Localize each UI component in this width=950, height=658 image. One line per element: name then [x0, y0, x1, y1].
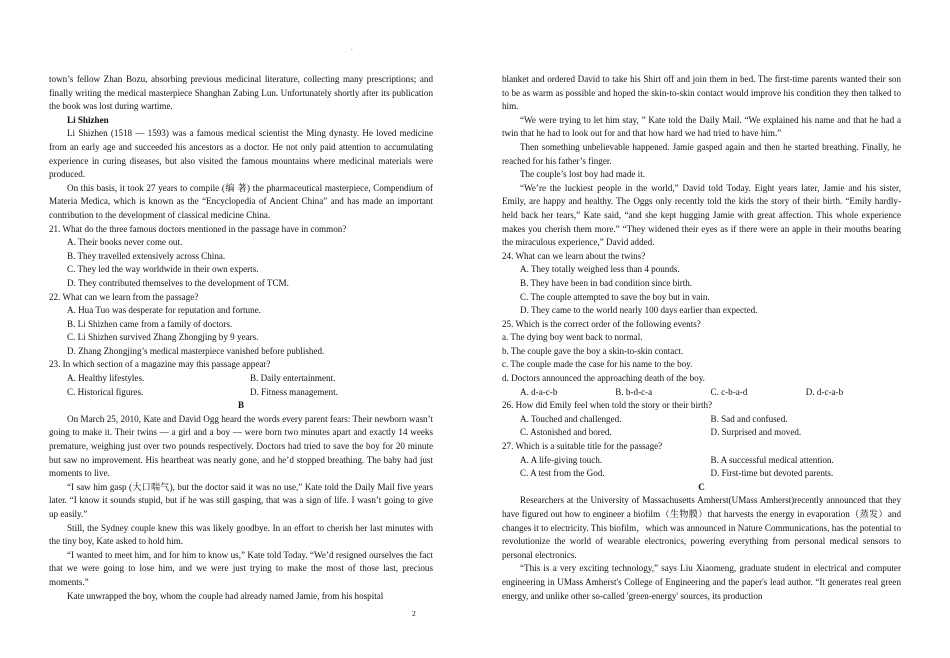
option: C. Astonished and bored.: [520, 427, 612, 438]
event-item: a. The dying boy went back to normal.: [502, 332, 643, 343]
option: B. A successful medical attention.: [710, 454, 834, 465]
option: A. Healthy lifestyles.: [67, 373, 145, 384]
question-24: 24. What can we learn about the twins?: [502, 250, 646, 261]
paragraph: Kate unwrapped the boy, whom the couple had already named Jamie, from his hospital: [67, 590, 384, 601]
question-25: 25. Which is the correct order of the following events?: [502, 318, 701, 329]
right-column: [502, 73, 901, 603]
paragraph: “I wanted to meet him, and for him to know us,” Kate told Today. “We’d resigned ourselves the fact that we were going to lose him, and we were just trying to make the most of those last, precious moments.”: [49, 549, 433, 587]
event-item: d. Doctors announced the approaching death of the boy.: [502, 373, 705, 384]
section-heading-li-shizhen: Li Shizhen: [67, 114, 109, 125]
paragraph: “We’re the luckiest people in the world,” David told Today. Eight years later, Jamie and his sister, Emily, are happy and healthy. The Oggs only recently told the kids the story of their birth. “Emily hardly-held back her tears,” Kate said, “and she kept hugging Jamie with great affection. This whole experience makes you cherish them more.” “They widened their eyes as if there were an apple in their mouths bearing the miraculous experience,” David added.: [502, 182, 901, 248]
options-grid: [502, 454, 901, 481]
question-23: 23. In which section of a magazine may this passage appear?: [49, 359, 271, 370]
option: A. They totally weighed less than 4 pounds.: [520, 264, 680, 275]
option: C. c-b-a-d: [710, 386, 748, 397]
option: A. Touched and challenged.: [520, 413, 622, 424]
question-27: 27. Which is a suitable title for the passage?: [502, 441, 663, 452]
option: D. They came to the world nearly 100 days earlier than expected.: [520, 305, 758, 316]
option: D. First-time but devoted parents.: [710, 468, 834, 479]
paragraph: The couple’s lost boy had made it.: [520, 169, 646, 180]
option: B. Sad and confused.: [710, 413, 788, 424]
option: A. Hua Tuo was desperate for reputation and fortune.: [67, 305, 261, 316]
paragraph: “I saw him gasp (大口喘气), but the doctor said it was no use,” Kate told the Daily Mail five years later. “I know it sounds stupid, but if he was still gasping, that was a sign of life. I wasn’t going to give up easily.”: [49, 481, 433, 519]
options-grid: [502, 413, 901, 440]
paragraph: Then something unbelievable happened. Jamie gasped again and then he started breathing. Finally, he reached for his father’s finger.: [502, 141, 901, 166]
option: A. d-a-c-b: [520, 386, 558, 397]
paragraph: On this basis, it took 27 years to compile (编 著) the pharmaceutical masterpiece, Compendium of Materia Medica, which is known as the “Encyclopedia of Ancient China” and has made an important contribution to the development of classical medicine China.: [49, 182, 433, 220]
option: B. Li Shizhen came from a family of doctors.: [67, 318, 233, 329]
options-grid: [502, 386, 901, 400]
left-column: [49, 73, 433, 603]
option: A. Their books never come out.: [67, 237, 183, 248]
question-26: 26. How did Emily feel when told the story or their birth?: [502, 400, 713, 411]
paragraph: Researchers at the University of Massachusetts Amherst(UMass Amherst)recently announced that they have figured out how to engineer a biofilm（生物膜）that harvests the energy in evaporation（蒸发）and changes it to electricity. This biofilm，which was announced in Nature Communications, has the potential to revolutionize the world of wearable electronics, powering everything from personal medical sensors to personal electronics.: [502, 495, 901, 560]
option: C. They led the way worldwide in their own experts.: [67, 264, 259, 275]
section-heading-b: B: [237, 400, 245, 411]
option: B. They have been in bad condition since birth.: [520, 277, 693, 288]
paragraph: “This is a very exciting technology,” says Liu Xiaomeng, graduate student in electrical and computer engineering in UMass Amherst's College of Engineering and the paper's lead author. “It generates real green energy, and unlike other so-called 'green-energy' sources, its production: [502, 563, 901, 601]
option: B. They travelled extensively across China.: [67, 250, 226, 261]
paragraph: “We were trying to let him stay, ” Kate told the Daily Mail. “We explained his name and that he had a twin that he had to look out for and that how hard we had tried to have him.”: [502, 114, 901, 139]
paragraph: On March 25, 2010, Kate and David Ogg heard the words every parent fears: Their newborn wasn’t going to make it. Their twins — a girl and a boy — were born two minutes apart and exactly 14 weeks premature, weighing just over two pounds respectively. Doctors had tried to save the boy for 20 minute but saw no improvement. His heartbeat was nearly gone, and he’d stopped breathing. The baby had just moments to live.: [49, 413, 433, 479]
paragraph: Still, the Sydney couple knew this was likely goodbye. In an effort to cherish her last minutes with the tiny boy, Kate asked to hold him.: [49, 522, 433, 547]
paragraph: Li Shizhen (1518 — 1593) was a famous medical scientist the Ming dynasty. He loved medicine from an early age and succeeded his ancestors as a doctor. He not only paid attention to accumulating experience in curing diseases, but also visited the famous mountains where medicinal materials were produced.: [49, 128, 433, 180]
option: A. A life-giving touch.: [520, 454, 603, 465]
option: C. Li Shizhen survived Zhang Zhongjing by 9 years.: [67, 332, 259, 343]
paragraph: blanket and ordered David to take his Shirt off and join them in bed. The first-time parents wanted their son to be as warm as possible and hoped the skin-to-skin contact would improve his condition they then talked to him.: [502, 74, 901, 112]
option: D. They contributed themselves to the development of TCM.: [67, 277, 289, 288]
option: C. The couple attempted to save the boy but in vain.: [520, 291, 710, 302]
event-item: c. The couple made the case for his name to the boy.: [502, 359, 693, 370]
section-heading-c: C: [698, 481, 705, 492]
options-grid: [49, 372, 433, 399]
option: D. d-c-a-b: [805, 386, 844, 397]
option: C. A test from the God.: [520, 468, 605, 479]
option: C. Historical figures.: [67, 386, 144, 397]
event-item: b. The couple gave the boy a skin-to-skin contact.: [502, 345, 684, 356]
option: D. Zhang Zhongjing’s medical masterpiece vanished before published.: [67, 345, 325, 356]
question-22: 22. What can we learn from the passage?: [49, 291, 199, 302]
question-21: 21. What do the three famous doctors mentioned in the passage have in common?: [49, 223, 347, 234]
top-mark: .: [351, 44, 353, 52]
page-number: 2: [412, 609, 416, 618]
paragraph: town’s fellow Zhan Bozu, absorbing previous medicinal literature, collecting many prescriptions; and finally writing the medical masterpiece Shanghan Zabing Lun. Unfortunately shortly after its publication the book was lost during wartime.: [49, 74, 433, 112]
option: D. Surprised and moved.: [710, 427, 802, 438]
option: B. Daily entertainment.: [250, 373, 336, 384]
option: B. b-d-c-a: [615, 386, 653, 397]
option: D. Fitness management.: [250, 386, 338, 397]
